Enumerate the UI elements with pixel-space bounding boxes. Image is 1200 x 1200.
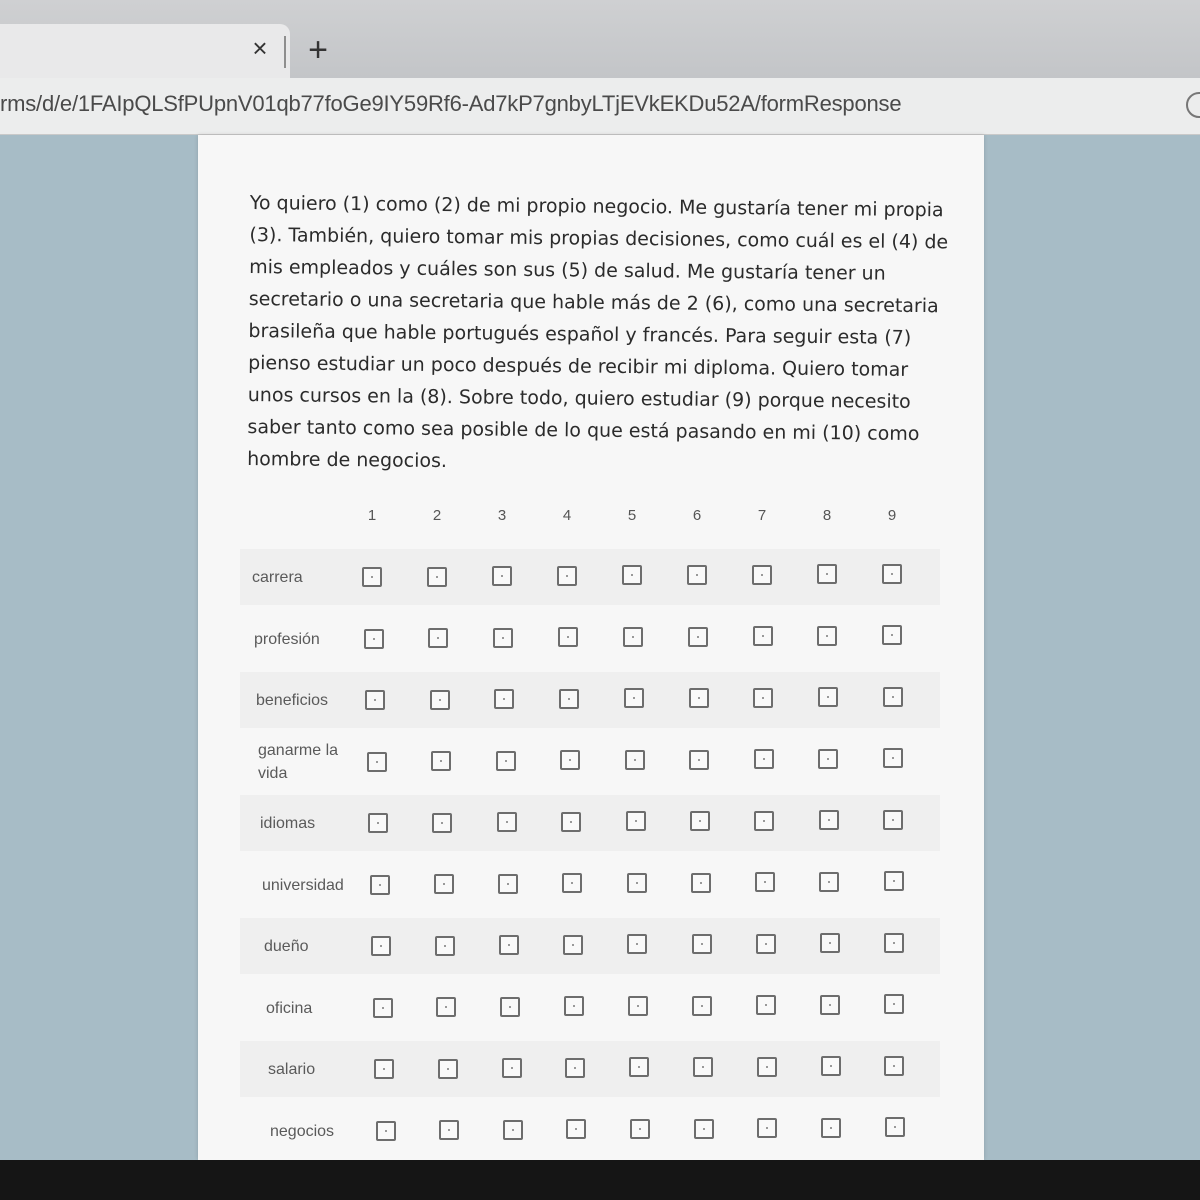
- column-header: 8: [822, 507, 832, 524]
- checkbox[interactable]: [755, 872, 775, 892]
- monitor-bezel: [0, 1160, 1200, 1200]
- checkbox[interactable]: [821, 1118, 841, 1138]
- checkbox[interactable]: [499, 935, 519, 955]
- checkbox[interactable]: [565, 1058, 585, 1078]
- checkbox[interactable]: [818, 749, 838, 769]
- checkbox[interactable]: [438, 1059, 458, 1079]
- checkbox[interactable]: [624, 688, 644, 708]
- checkbox[interactable]: [689, 750, 709, 770]
- checkbox[interactable]: [439, 1120, 459, 1140]
- checkbox[interactable]: [431, 751, 451, 771]
- checkbox[interactable]: [882, 625, 902, 645]
- checkbox[interactable]: [564, 996, 584, 1016]
- checkbox[interactable]: [820, 995, 840, 1015]
- grid-row: [240, 1041, 940, 1097]
- checkbox[interactable]: [626, 811, 646, 831]
- tab-divider: [284, 36, 286, 68]
- row-label: negocios: [270, 1122, 335, 1140]
- checkbox[interactable]: [432, 813, 452, 833]
- checkbox[interactable]: [492, 566, 512, 586]
- row-label: carrera: [252, 569, 303, 586]
- column-header: 9: [887, 507, 897, 524]
- checkbox[interactable]: [566, 1119, 586, 1139]
- checkbox[interactable]: [757, 1057, 777, 1077]
- checkbox[interactable]: [687, 565, 707, 585]
- checkbox[interactable]: [885, 1117, 905, 1137]
- checkbox[interactable]: [561, 812, 581, 832]
- column-header: 3: [497, 507, 507, 524]
- checkbox[interactable]: [690, 811, 710, 831]
- checkbox[interactable]: [882, 564, 902, 584]
- column-header: 7: [757, 507, 767, 524]
- column-header: 2: [432, 507, 442, 524]
- checkbox[interactable]: [819, 872, 839, 892]
- row-label: oficina: [266, 999, 313, 1017]
- grid-row: [240, 980, 940, 1036]
- grid-row: [240, 611, 940, 667]
- checkbox[interactable]: [883, 810, 903, 830]
- grid-row: [240, 795, 940, 851]
- checkbox[interactable]: [374, 1059, 394, 1079]
- checkbox[interactable]: [623, 627, 643, 647]
- checkbox[interactable]: [560, 750, 580, 770]
- checkbox[interactable]: [427, 567, 447, 587]
- checkbox[interactable]: [884, 1056, 904, 1076]
- checkbox[interactable]: [753, 688, 773, 708]
- page-content: [0, 135, 1200, 1160]
- checkbox[interactable]: [753, 626, 773, 646]
- checkbox[interactable]: [630, 1119, 650, 1139]
- column-header: 1: [367, 507, 377, 524]
- checkbox[interactable]: [430, 690, 450, 710]
- row-label: beneficios: [256, 692, 329, 709]
- checkbox[interactable]: [818, 687, 838, 707]
- checkbox[interactable]: [368, 813, 388, 833]
- checkbox[interactable]: [622, 565, 642, 585]
- checkbox[interactable]: [434, 874, 454, 894]
- checkbox[interactable]: [884, 933, 904, 953]
- column-header: 4: [562, 507, 572, 524]
- checkbox[interactable]: [819, 810, 839, 830]
- checkbox[interactable]: [883, 748, 903, 768]
- checkbox[interactable]: [757, 1118, 777, 1138]
- checkbox[interactable]: [692, 934, 712, 954]
- new-tab-icon[interactable]: +: [308, 31, 328, 69]
- close-tab-icon[interactable]: ×: [252, 33, 268, 63]
- checkbox[interactable]: [817, 564, 837, 584]
- checkbox[interactable]: [428, 628, 448, 648]
- checkbox[interactable]: [436, 997, 456, 1017]
- form-card: [198, 135, 984, 1160]
- column-header: 6: [692, 507, 702, 524]
- row-label: salario: [268, 1061, 316, 1078]
- checkbox[interactable]: [627, 873, 647, 893]
- column-header: 5: [627, 507, 637, 524]
- checkbox[interactable]: [376, 1121, 396, 1141]
- row-label: dueño: [264, 938, 309, 955]
- checkbox[interactable]: [497, 812, 517, 832]
- checkbox[interactable]: [558, 627, 578, 647]
- checkbox-grid: [240, 497, 950, 1160]
- browser-tabstrip: [0, 0, 1200, 78]
- checkbox[interactable]: [692, 996, 712, 1016]
- checkbox[interactable]: [496, 751, 516, 771]
- grid-row: [240, 857, 940, 913]
- row-label: idiomas: [260, 815, 316, 832]
- checkbox[interactable]: [562, 873, 582, 893]
- checkbox[interactable]: [694, 1119, 714, 1139]
- checkbox[interactable]: [503, 1120, 523, 1140]
- checkbox[interactable]: [754, 749, 774, 769]
- checkbox[interactable]: [629, 1057, 649, 1077]
- checkbox[interactable]: [362, 567, 382, 587]
- checkbox[interactable]: [367, 752, 387, 772]
- checkbox[interactable]: [821, 1056, 841, 1076]
- checkbox[interactable]: [627, 934, 647, 954]
- checkbox[interactable]: [691, 873, 711, 893]
- checkbox[interactable]: [820, 933, 840, 953]
- checkbox[interactable]: [884, 871, 904, 891]
- grid-row: [240, 918, 940, 974]
- checkbox[interactable]: [502, 1058, 522, 1078]
- checkbox[interactable]: [364, 629, 384, 649]
- browser-toolbar: [0, 78, 1200, 135]
- grid-row: [240, 734, 940, 790]
- checkbox[interactable]: [494, 689, 514, 709]
- address-bar[interactable]: rms/d/e/1FAIpQLSfPUpnV01qb77foGe9IY59Rf6-Ad7kP7gnbyLTjEVkEKDu52A/formResponse: [0, 91, 902, 116]
- checkbox[interactable]: [370, 875, 390, 895]
- checkbox[interactable]: [754, 811, 774, 831]
- checkbox[interactable]: [500, 997, 520, 1017]
- checkbox[interactable]: [559, 689, 579, 709]
- grid-row: [240, 1103, 940, 1159]
- checkbox[interactable]: [688, 627, 708, 647]
- checkbox[interactable]: [752, 565, 772, 585]
- checkbox[interactable]: [498, 874, 518, 894]
- checkbox[interactable]: [756, 995, 776, 1015]
- account-icon[interactable]: [1186, 92, 1200, 118]
- checkbox[interactable]: [625, 750, 645, 770]
- checkbox[interactable]: [628, 996, 648, 1016]
- checkbox[interactable]: [693, 1057, 713, 1077]
- row-label: profesión: [254, 630, 320, 648]
- checkbox[interactable]: [365, 690, 385, 710]
- checkbox[interactable]: [883, 687, 903, 707]
- checkbox[interactable]: [557, 566, 577, 586]
- grid-row: [240, 672, 940, 728]
- checkbox[interactable]: [435, 936, 455, 956]
- checkbox[interactable]: [563, 935, 583, 955]
- checkbox[interactable]: [373, 998, 393, 1018]
- checkbox[interactable]: [884, 994, 904, 1014]
- grid-row: [240, 549, 940, 605]
- checkbox[interactable]: [371, 936, 391, 956]
- checkbox[interactable]: [689, 688, 709, 708]
- checkbox[interactable]: [817, 626, 837, 646]
- row-label: ganarme la vida: [258, 741, 339, 782]
- question-passage: Yo quiero (1) como (2) de mi propio negocio. Me gustaría tener mi propia (3). También, quiero tomar mis propias decisiones, como cuál es el (4) de mis empleados y cuáles son sus (5) de salud. Me gustaría tener un secretario o una secretaria que hable más de 2 (6), como una secretaria brasileña que hable portugués español y francés. Para seguir esta (7) pienso estudiar un poco después de recibir mi diploma. Quiero tomar unos cursos en la (8). Sobre todo, quiero estudiar (9) porque necesito saber tanto como sea posible de lo que está pasando en mi (10) como hombre de negocios.: [247, 191, 949, 473]
- row-label: universidad: [262, 876, 344, 894]
- checkbox[interactable]: [756, 934, 776, 954]
- checkbox[interactable]: [493, 628, 513, 648]
